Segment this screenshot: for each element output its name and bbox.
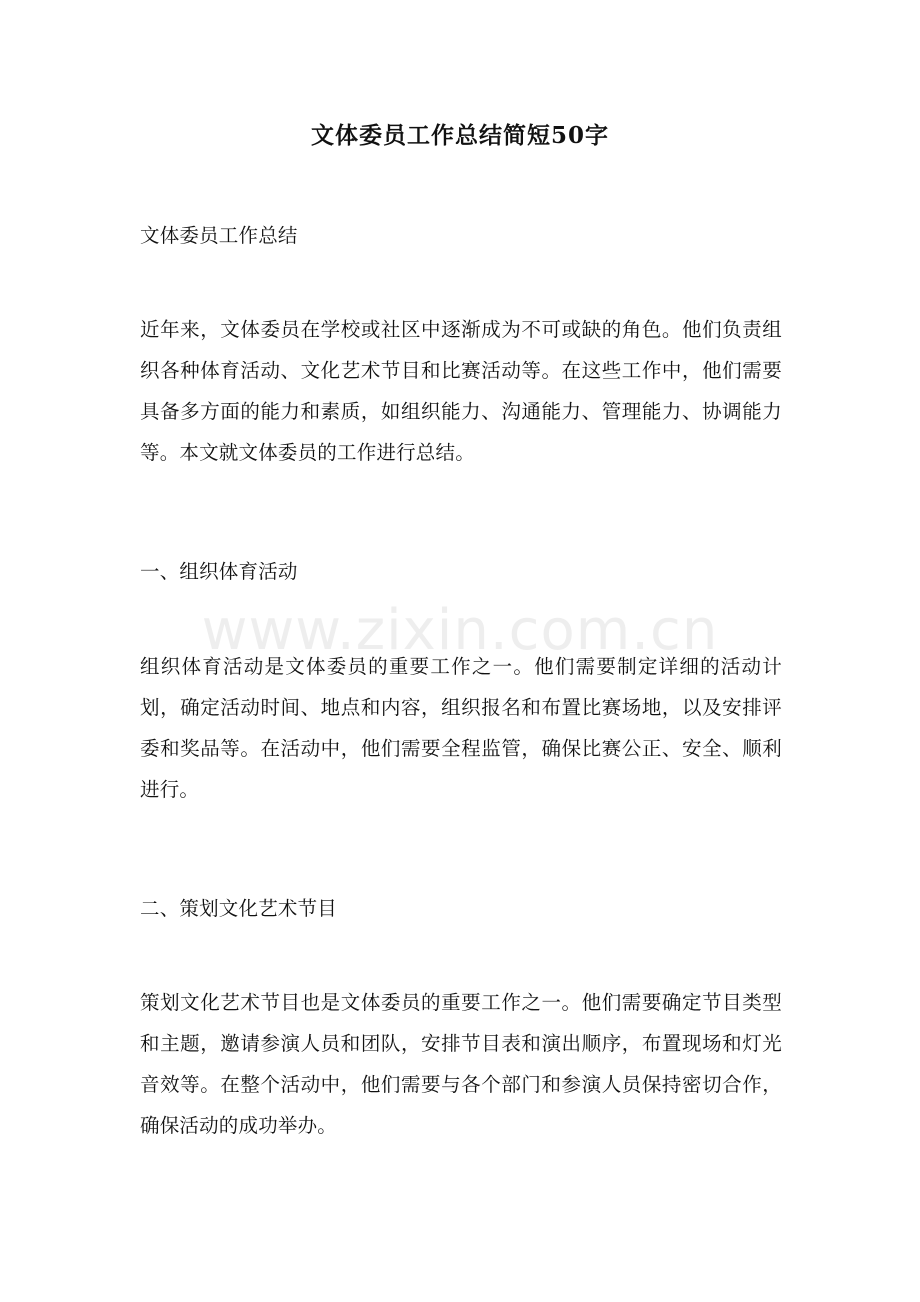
- watermark: www.zixin.com.cn: [201, 598, 719, 663]
- section-heading-sports: 一、组织体育活动: [140, 560, 298, 583]
- section-body-sports: 组织体育活动是文体委员的重要工作之一。他们需要制定详细的活动计划，确定活动时间、地点和内容，组织报名和布置比赛场地，以及安排评委和奖品等。在活动中，他们需要全程监管，确保比赛公正、安全、顺利进行。: [140, 655, 782, 801]
- section-heading-arts: 二、策划文化艺术节目: [140, 897, 338, 920]
- intro-paragraph: 近年来，文体委员在学校或社区中逐渐成为不可或缺的角色。他们负责组织各种体育活动、文化艺术节目和比赛活动等。在这些工作中，他们需要具备多方面的能力和素质，如组织能力、沟通能力、管理能力、协调能力等。本文就文体委员的工作进行总结。: [140, 318, 782, 464]
- document-subtitle: 文体委员工作总结: [140, 224, 298, 247]
- section-body-arts: 策划文化艺术节目也是文体委员的重要工作之一。他们需要确定节目类型和主题，邀请参演人员和团队，安排节目表和演出顺序，布置现场和灯光音效等。在整个活动中，他们需要与各个部门和参演人员保持密切合作，确保活动的成功举办。: [140, 991, 782, 1137]
- document-title: 文体委员工作总结简短50字: [310, 122, 609, 149]
